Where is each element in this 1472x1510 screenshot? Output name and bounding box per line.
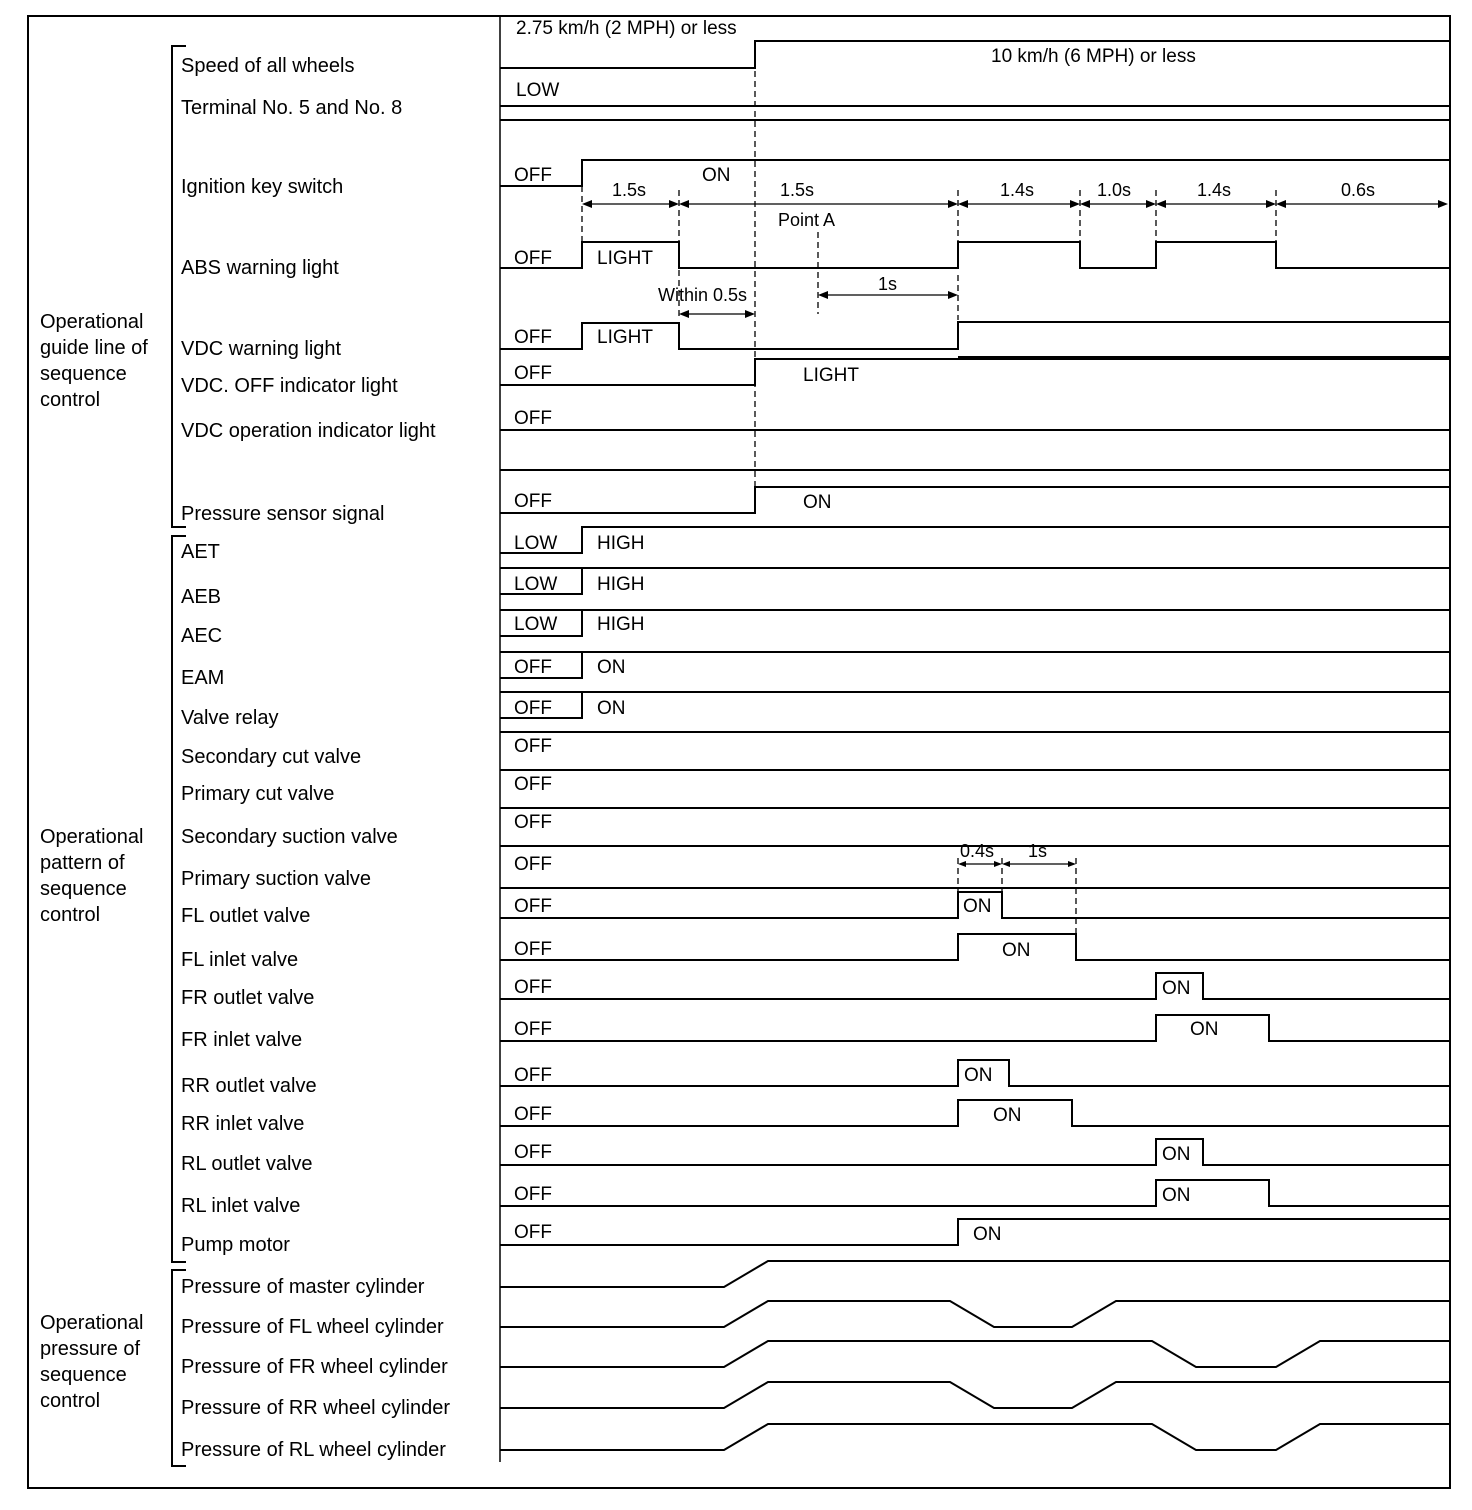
arrowhead: [1070, 200, 1080, 208]
aeb-high: HIGH: [597, 574, 645, 595]
label-pri-suction: Primary suction valve: [181, 868, 372, 890]
label-eam: EAM: [181, 667, 225, 689]
label-fl-in: FL inlet valve: [181, 949, 299, 971]
label-vdc-op: VDC operation indicator light: [181, 420, 436, 442]
timing-t6: 0.6s: [1341, 180, 1376, 200]
trace-eam: [500, 652, 1450, 678]
timing-t1: 1.5s: [612, 180, 647, 200]
arrowhead: [679, 200, 689, 208]
rl-out-on: ON: [1162, 1144, 1191, 1165]
group-title-pattern: Operational pattern of sequence control: [40, 826, 144, 926]
trace-p-master: [500, 1261, 1450, 1287]
fl-in-off: OFF: [514, 939, 552, 960]
trace-fr-out: [500, 973, 1450, 999]
label-sec-cut: Secondary cut valve: [181, 746, 362, 768]
trace-p-rr: [500, 1382, 1450, 1408]
label-sec-suction: Secondary suction valve: [181, 826, 398, 848]
label-terminal: Terminal No. 5 and No. 8: [181, 97, 403, 119]
label-p-fr: Pressure of FR wheel cylinder: [181, 1356, 448, 1378]
trace-speed: [500, 41, 1450, 68]
timing-t2: 1.5s: [780, 180, 815, 200]
rr-out-off: OFF: [514, 1065, 552, 1086]
arrowhead: [958, 200, 968, 208]
fr-out-on: ON: [1162, 978, 1191, 999]
ignition-off: OFF: [514, 165, 552, 186]
trace-vdc-off: [500, 359, 1450, 385]
rl-in-off: OFF: [514, 1184, 552, 1205]
label-fl-out: FL outlet valve: [181, 905, 311, 927]
arrowhead: [582, 200, 592, 208]
valve-short-label: 0.4s: [960, 841, 995, 861]
arrowhead: [1266, 200, 1276, 208]
fl-in-on: ON: [1002, 940, 1031, 961]
label-fr-out: FR outlet valve: [181, 987, 315, 1009]
timing-t3: 1.4s: [1000, 180, 1035, 200]
pump-on: ON: [973, 1224, 1002, 1245]
trace-fr-in: [500, 1015, 1450, 1041]
aec-low: LOW: [514, 614, 558, 635]
aeb-low: LOW: [514, 574, 558, 595]
eam-on: ON: [597, 657, 626, 678]
rr-in-off: OFF: [514, 1104, 552, 1125]
group-title-guide: Operational guide line of sequence control: [40, 311, 148, 411]
pressure-sensor-off: OFF: [514, 491, 552, 512]
arrowhead: [994, 861, 1002, 867]
sec-suction-off: OFF: [514, 812, 552, 833]
trace-rl-out: [500, 1139, 1450, 1165]
arrowhead: [745, 310, 755, 318]
vdc-light: LIGHT: [597, 327, 653, 348]
fl-out-off: OFF: [514, 896, 552, 917]
within-label: Within 0.5s: [658, 285, 748, 305]
arrowhead: [1002, 861, 1010, 867]
rr-out-on: ON: [964, 1065, 993, 1086]
vdc-off: OFF: [514, 327, 552, 348]
trace-fl-in: [500, 934, 1450, 960]
vdc-off-indicator-light: LIGHT: [803, 365, 859, 386]
valve-long-label: 1s: [1028, 841, 1048, 861]
label-aet: AET: [181, 541, 220, 563]
timing-t5: 1.4s: [1197, 180, 1232, 200]
arrowhead: [1276, 200, 1286, 208]
label-valve-relay: Valve relay: [181, 707, 279, 729]
abs-light: LIGHT: [597, 248, 653, 269]
arrowhead: [1080, 200, 1090, 208]
arrowhead: [1156, 200, 1166, 208]
speed-high-text: 10 km/h (6 MPH) or less: [991, 46, 1196, 67]
rl-out-off: OFF: [514, 1142, 552, 1163]
aet-low: LOW: [514, 533, 558, 554]
arrowhead: [669, 200, 679, 208]
trace-rl-in: [500, 1180, 1450, 1206]
label-abs-light: ABS warning light: [181, 257, 339, 279]
label-speed: Speed of all wheels: [181, 55, 355, 77]
arrowhead: [948, 200, 958, 208]
label-fr-in: FR inlet valve: [181, 1029, 303, 1051]
label-ignition: Ignition key switch: [181, 176, 344, 198]
label-pressure-sensor: Pressure sensor signal: [181, 503, 385, 525]
arrowhead: [958, 861, 966, 867]
ignition-on: ON: [702, 165, 731, 186]
vdc-off-indicator-off: OFF: [514, 363, 552, 384]
valve-relay-off: OFF: [514, 698, 552, 719]
label-aeb: AEB: [181, 586, 222, 608]
fr-out-off: OFF: [514, 977, 552, 998]
arrowhead: [1438, 200, 1448, 208]
rl-in-on: ON: [1162, 1185, 1191, 1206]
speed-top-text: 2.75 km/h (2 MPH) or less: [516, 18, 737, 39]
label-p-master: Pressure of master cylinder: [181, 1276, 425, 1298]
pri-cut-off: OFF: [514, 774, 552, 795]
abs-off: OFF: [514, 248, 552, 269]
pri-suction-off: OFF: [514, 854, 552, 875]
trace-p-rl: [500, 1424, 1450, 1450]
label-p-rr: Pressure of RR wheel cylinder: [181, 1397, 450, 1419]
label-p-fl: Pressure of FL wheel cylinder: [181, 1316, 444, 1338]
label-rr-out: RR outlet valve: [181, 1075, 317, 1097]
aec-high: HIGH: [597, 614, 645, 635]
trace-pressure-sensor: [500, 487, 1450, 513]
label-pri-cut: Primary cut valve: [181, 783, 335, 805]
terminal-state: LOW: [516, 80, 560, 101]
fl-out-on: ON: [963, 896, 992, 917]
timing-t4: 1.0s: [1097, 180, 1132, 200]
label-vdc-off: VDC. OFF indicator light: [181, 375, 398, 397]
trace-valve-relay: [500, 692, 1450, 718]
trace-rr-in: [500, 1100, 1450, 1126]
aet-high: HIGH: [597, 533, 645, 554]
valve-relay-on: ON: [597, 698, 626, 719]
label-rl-out: RL outlet valve: [181, 1153, 313, 1175]
arrowhead: [948, 291, 958, 299]
arrowhead: [1068, 861, 1076, 867]
rr-in-on: ON: [993, 1105, 1022, 1126]
sec-cut-off: OFF: [514, 736, 552, 757]
label-p-rl: Pressure of RL wheel cylinder: [181, 1439, 446, 1461]
pump-off: OFF: [514, 1222, 552, 1243]
group-title-pressure: Operational pressure of sequence control: [40, 1312, 144, 1412]
one-s-label: 1s: [878, 274, 898, 294]
point-a-label: Point A: [778, 210, 836, 230]
fr-in-off: OFF: [514, 1019, 552, 1040]
label-vdc-light: VDC warning light: [181, 338, 342, 360]
label-pump: Pump motor: [181, 1234, 290, 1256]
vdc-op-off: OFF: [514, 408, 552, 429]
label-rl-in: RL inlet valve: [181, 1195, 301, 1217]
arrowhead: [818, 291, 828, 299]
arrowhead: [679, 310, 689, 318]
trace-p-fr: [500, 1341, 1450, 1367]
eam-off: OFF: [514, 657, 552, 678]
pressure-sensor-on: ON: [803, 492, 832, 513]
label-rr-in: RR inlet valve: [181, 1113, 305, 1135]
trace-p-fl: [500, 1301, 1450, 1327]
arrowhead: [1146, 200, 1156, 208]
fr-in-on: ON: [1190, 1019, 1219, 1040]
label-aec: AEC: [181, 625, 223, 647]
